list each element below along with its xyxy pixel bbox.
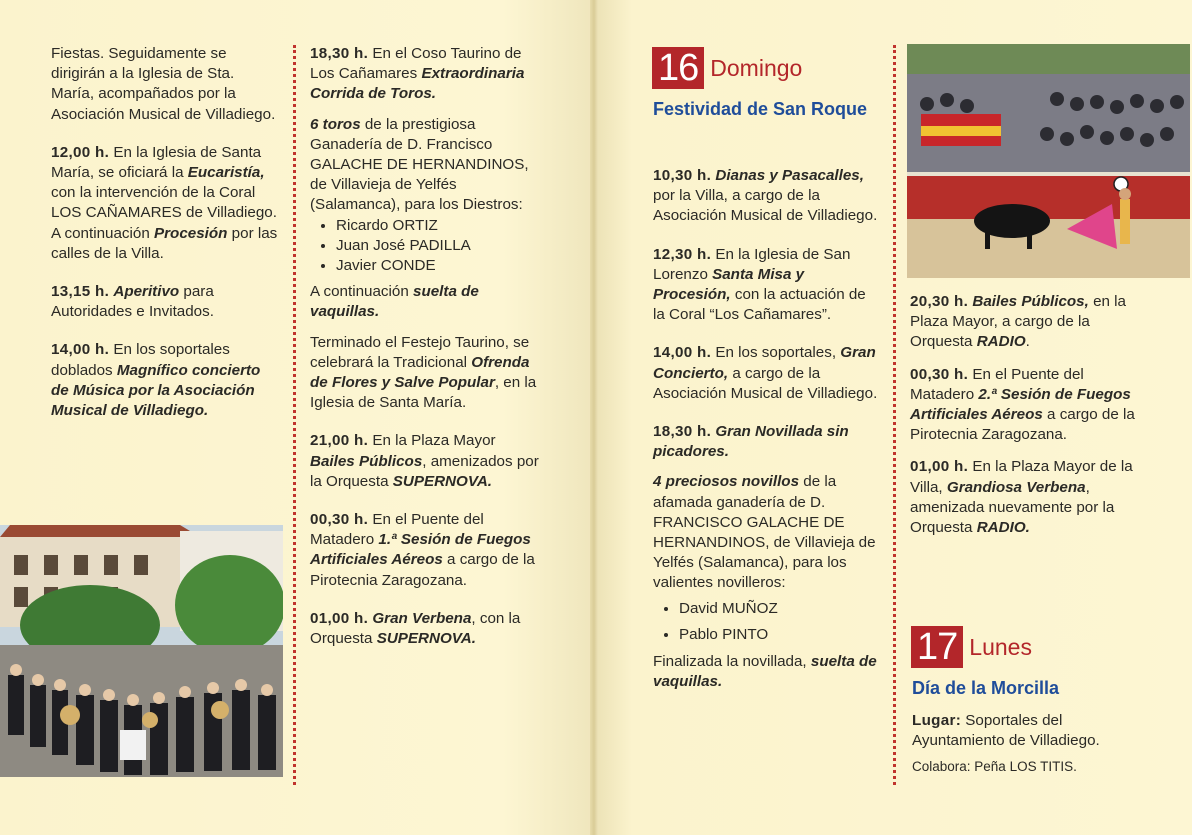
column-divider-right	[893, 45, 896, 785]
event-14-00: 14,00 h. En los soportales doblados Magnífico concierto de Música por la Asociación Musical de Villadiego.	[51, 341, 261, 420]
event-14-00-b: 14,00 h. En los soportales, Gran Concierto, a cargo de la Asociación Musical de Villadiego.	[653, 344, 878, 402]
day-name: Lunes	[969, 633, 1032, 660]
event-12-30: 12,30 h. En la Iglesia de San Lorenzo Santa Misa y Procesión, con la actuación de la Coral “Los Cañamares”.	[653, 245, 866, 324]
novillero-item: • Pablo PINTO	[679, 622, 881, 648]
ofrenda-text: Terminado el Festejo Taurino, se celebrará la Tradicional Ofrenda de Flores y Salve Popular, en la Iglesia de Santa María.	[310, 333, 537, 412]
lugar-text: Lugar: Soportales del Ayuntamiento de Villadiego.	[912, 712, 1100, 750]
festivity-title: Festividad de San Roque	[653, 99, 868, 119]
column-1	[51, 44, 281, 439]
bullring-illustration	[907, 44, 1190, 278]
bullring-photo	[907, 44, 1190, 278]
diestro-item: • Ricardo ORTIZ	[336, 216, 540, 236]
event-13-15: 13,15 h. Aperitivo para Autoridades e Invitados.	[51, 283, 214, 321]
day-number: 16	[652, 47, 704, 89]
brochure-spine	[590, 0, 598, 835]
lunes-details	[912, 711, 1152, 796]
event-12-00: 12,00 h. En la Iglesia de Santa María, se oficiará la Eucaristía, con la intervención de la Coral LOS CAÑAMARES de Villadiego. A continuación Procesión por las calles de la Villa.	[51, 143, 278, 262]
event-18-30-b: 18,30 h. Gran Novillada sin picadores.	[653, 423, 849, 461]
vaquillas-text-b: Finalizada la novillada, suelta de vaquillas.	[653, 652, 877, 690]
novillada-text: 4 preciosos novillos de la afamada ganadería de D. FRANCISCO GALACHE DE HERNANDINOS, de Villavieja de Yelfés (Salamanca), para los valientes novilleros:	[653, 473, 876, 592]
intro-text: Fiestas. Seguidamente se dirigirán a la Iglesia de Sta. María, acompañados por la Asociación Musical de Villadiego.	[51, 45, 276, 123]
day-17-heading	[911, 626, 1032, 668]
day-16-heading	[652, 47, 802, 89]
day-number: 17	[911, 626, 963, 668]
event-10-30: 10,30 h. Dianas y Pasacalles, por la Villa, a cargo de la Asociación Musical de Villadiego.	[653, 167, 878, 225]
day-name: Domingo	[710, 54, 803, 81]
event-01-00: 01,00 h. Gran Verbena, con la Orquesta SUPERNOVA.	[310, 609, 521, 648]
event-00-30: 00,30 h. En el Puente del Matadero 1.ª Sesión de Fuegos Artificiales Aéreos a cargo de la Pirotecnia Zaragozana.	[310, 511, 535, 589]
event-18-30: 18,30 h. En el Coso Taurino de Los Cañamares Extraordinaria Corrida de Toros.	[310, 45, 525, 103]
column-divider-left	[293, 45, 296, 785]
novilleros-list	[653, 596, 881, 648]
column-2	[310, 44, 540, 667]
diestro-item: • Javier CONDE	[336, 256, 540, 276]
event-00-30-b: 00,30 h. En el Puente del Matadero 2.ª Sesión de Fuegos Artificiales Aéreos a cargo de la Pirotecnia Zaragozana.	[910, 365, 1135, 444]
band-plaza-illustration	[0, 525, 283, 777]
column-3	[653, 166, 881, 710]
festivity-title: Día de la Morcilla	[912, 678, 1060, 698]
column-4	[910, 292, 1150, 556]
vaquillas-text: A continuación suelta de vaquillas.	[310, 283, 479, 321]
novillero-item: • David MUÑOZ	[679, 596, 881, 622]
ganaderia-text: 6 toros de la prestigiosa Ganadería de D. Francisco GALACHE DE HERNANDINOS, de Villavieja de Yelfés (Salamanca), para los Diestros:	[310, 115, 529, 214]
diestros-list	[310, 216, 540, 277]
diestro-item: • Juan José PADILLA	[336, 236, 540, 256]
event-20-30: 20,30 h. Bailes Públicos, en la Plaza Mayor, a cargo de la Orquesta RADIO.	[910, 293, 1126, 351]
event-21-00: 21,00 h. En la Plaza Mayor Bailes Públicos, amenizados por la Orquesta SUPERNOVA.	[310, 432, 539, 490]
band-plaza-photo	[0, 525, 283, 777]
event-01-00-b: 01,00 h. En la Plaza Mayor de la Villa, Grandiosa Verbena, amenizada nuevamente por la Orquesta RADIO.	[910, 458, 1133, 537]
colabora-text: Colabora: Peña LOS TITIS.	[912, 759, 1077, 775]
